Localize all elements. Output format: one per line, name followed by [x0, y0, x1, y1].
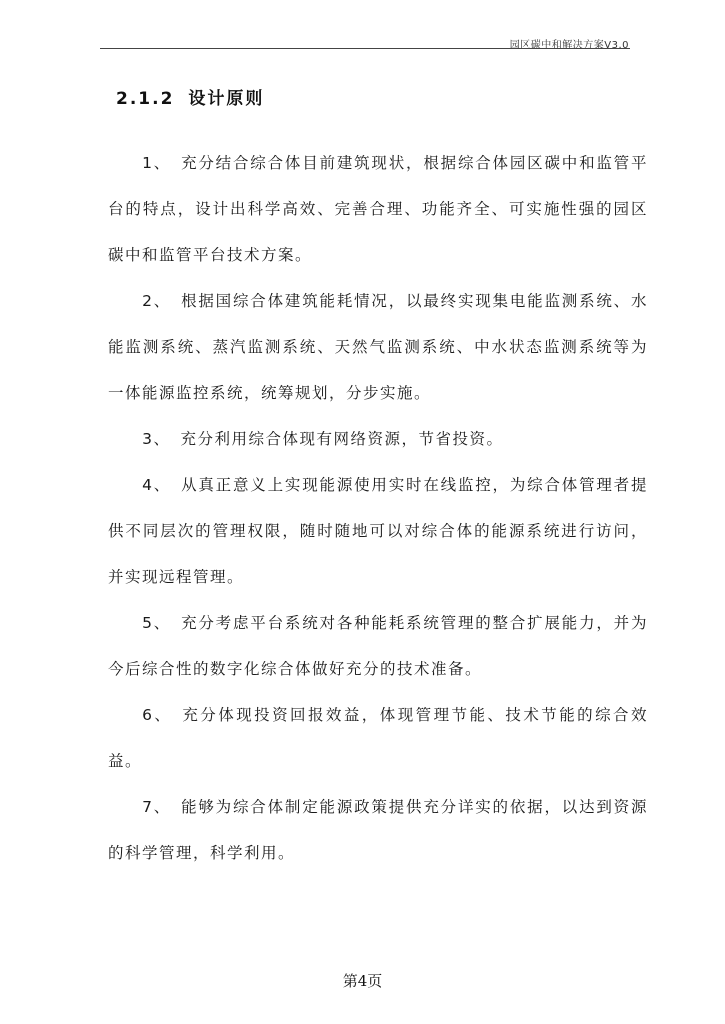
paragraph-number: 6、 — [142, 706, 173, 724]
paragraph-text: 从真正意义上实现能源使用实时在线监控，为综合体管理者提供不同层次的管理权限，随时随地可以对综合体的能源系统进行访问，并实现远程管理。 — [108, 476, 648, 586]
paragraph-4 — [108, 462, 648, 600]
section-number: 2.1.2 — [116, 89, 175, 109]
section-heading — [116, 84, 264, 109]
running-header: 园区碳中和解决方案V3.0 — [509, 40, 629, 51]
paragraph-text: 充分结合综合体目前建筑现状，根据综合体园区碳中和监管平台的特点，设计出科学高效、完善合理、功能齐全、可实施性强的园区碳中和监管平台技术方案。 — [108, 154, 648, 264]
paragraph-number: 7、 — [142, 798, 172, 816]
paragraph-number: 2、 — [142, 292, 172, 310]
paragraph-number: 1、 — [142, 154, 172, 172]
paragraph-5 — [108, 600, 648, 692]
paragraph-text: 充分考虑平台系统对各种能耗系统管理的整合扩展能力，并为今后综合性的数字化综合体做好充分的技术准备。 — [108, 614, 648, 678]
body-content — [108, 140, 648, 876]
paragraph-number: 3、 — [142, 430, 171, 448]
paragraph-6 — [108, 692, 648, 784]
paragraph-text: 充分利用综合体现有网络资源，节省投资。 — [180, 430, 504, 448]
page-number: 第4页 — [342, 972, 383, 990]
paragraph-number: 4、 — [142, 476, 172, 494]
paragraph-2 — [108, 278, 648, 416]
paragraph-text: 能够为综合体制定能源政策提供充分详实的依据，以达到资源的科学管理，科学利用。 — [108, 798, 648, 862]
paragraph-text: 根据国综合体建筑能耗情况，以最终实现集电能监测系统、水能监测系统、蒸汽监测系统、天然气监测系统、中水状态监测系统等为一体能源监控系统，统筹规划，分步实施。 — [108, 292, 648, 402]
paragraph-1 — [108, 140, 648, 278]
paragraph-7 — [108, 784, 648, 876]
section-title: 设计原则 — [188, 89, 265, 109]
paragraph-3 — [108, 416, 648, 462]
paragraph-number: 5、 — [142, 614, 172, 632]
header-divider — [100, 48, 630, 49]
paragraph-text: 充分体现投资回报效益，体现管理节能、技术节能的综合效益。 — [108, 706, 648, 770]
